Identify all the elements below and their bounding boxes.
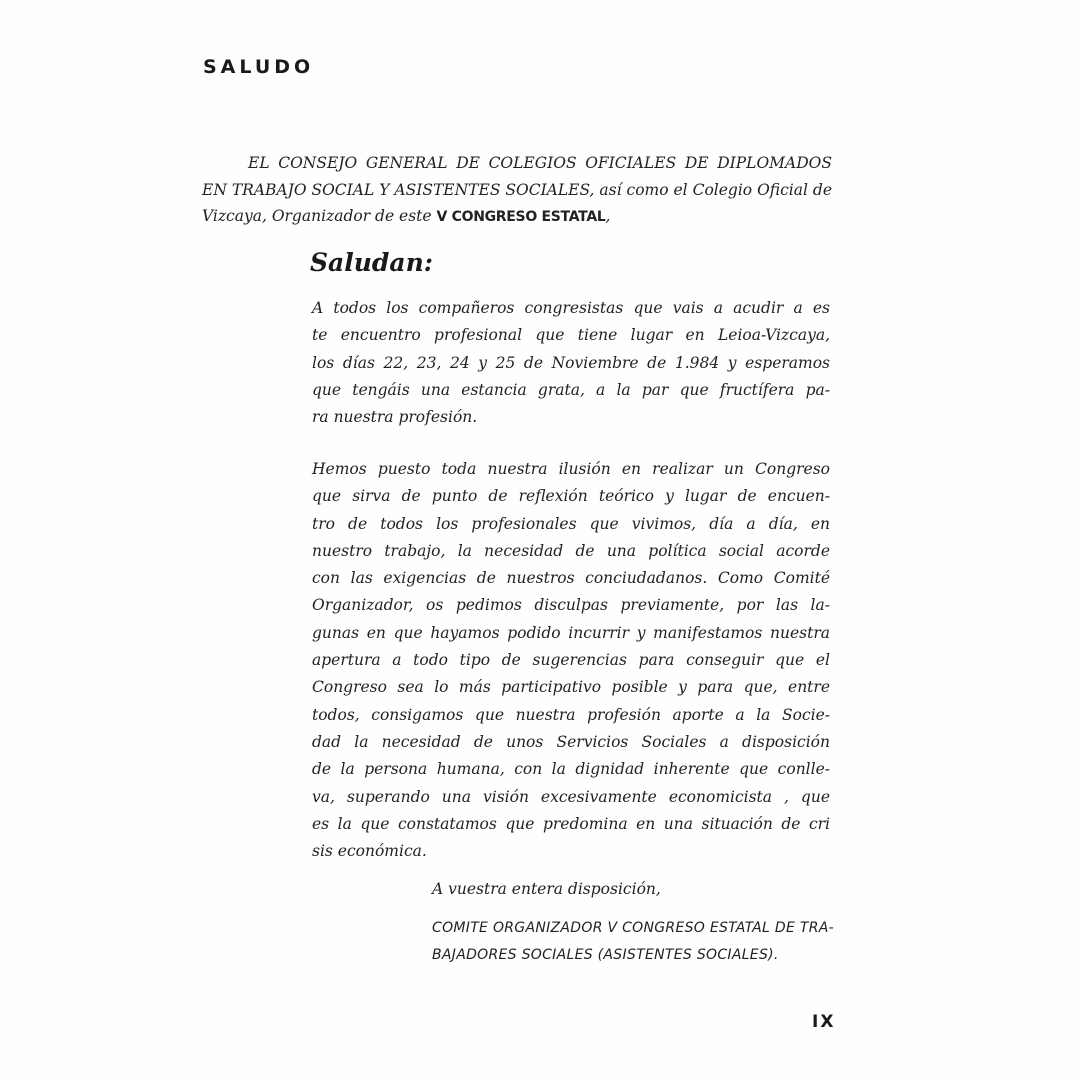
paragraph-line: nuestro trabajo, la necesidad de una política social acorde — [312, 541, 830, 560]
line-text: A todos los compañeros congresistas que vais a acudir a es — [312, 299, 830, 317]
paragraph-line: tro de todos los profesionales que vivimos, día a día, en — [312, 514, 830, 533]
paragraph-line: Hemos puesto toda nuestra ilusión en realizar un Congreso — [312, 460, 830, 478]
paragraph-1 — [312, 295, 830, 431]
paragraph-line: ra nuestra profesión. — [312, 408, 478, 427]
paragraph-line: sis económica. — [312, 842, 427, 861]
intro-emphasis: V CONGRESO ESTATAL — [436, 209, 606, 225]
paragraph-line: que sirva de punto de reflexión teórico y lugar de encuen- — [312, 487, 830, 506]
intro-text: EL CONSEJO GENERAL DE COLEGIOS OFICIALES DE DIPLOMADOS EN TRABAJO SOCIAL Y ASISTENTES SOCIALES, así como el Colegio Oficial de Vizcaya, Organizador de este — [202, 154, 832, 225]
page-number: IX — [812, 1012, 836, 1032]
intro-tail: , — [605, 207, 611, 225]
paragraph-line: con las exigencias de nuestros conciudadanos. Como Comité — [312, 569, 830, 588]
signature-line: BAJADORES SOCIALES (ASISTENTES SOCIALES). — [432, 947, 779, 963]
page-heading: SALUDO — [203, 56, 315, 78]
greeting-heading: Saludan: — [310, 248, 434, 277]
intro-paragraph — [202, 150, 832, 231]
signature-line: COMITE ORGANIZADOR V CONGRESO ESTATAL DE TRA- — [432, 920, 834, 936]
signature-block — [432, 915, 832, 969]
paragraph-line: que tengáis una estancia grata, a la par que fructífera pa- — [312, 380, 830, 399]
paragraph-line: gunas en que hayamos podido incurrir y manifestamos nuestra — [312, 623, 830, 642]
paragraph-line: todos, consigamos que nuestra profesión aporte a la Socie- — [312, 705, 830, 724]
paragraph-line: Congreso sea lo más participativo posible y para que, entre — [312, 678, 830, 697]
paragraph-line: dad la necesidad de unos Servicios Sociales a disposición — [312, 732, 830, 751]
paragraph-line: los días 22, 23, 24 y 25 de Noviembre de 1.984 y esperamos — [312, 353, 830, 372]
closing-line: A vuestra entera disposición, — [432, 880, 661, 898]
paragraph-line: va, superando una visión excesivamente economicista , que — [312, 787, 830, 806]
paragraph-line: apertura a todo tipo de sugerencias para conseguir que el — [312, 651, 830, 670]
paragraph-line: es la que constatamos que predomina en una situación de cri — [312, 814, 830, 833]
paragraph-2 — [312, 456, 830, 865]
paragraph-line: de la persona humana, con la dignidad inherente que conlle- — [312, 760, 830, 779]
paragraph-line — [312, 295, 830, 322]
paragraph-line: te encuentro profesional que tiene lugar en Leioa-Vizcaya, — [312, 326, 830, 345]
paragraph-line: Organizador, os pedimos disculpas previamente, por las la- — [312, 596, 830, 615]
